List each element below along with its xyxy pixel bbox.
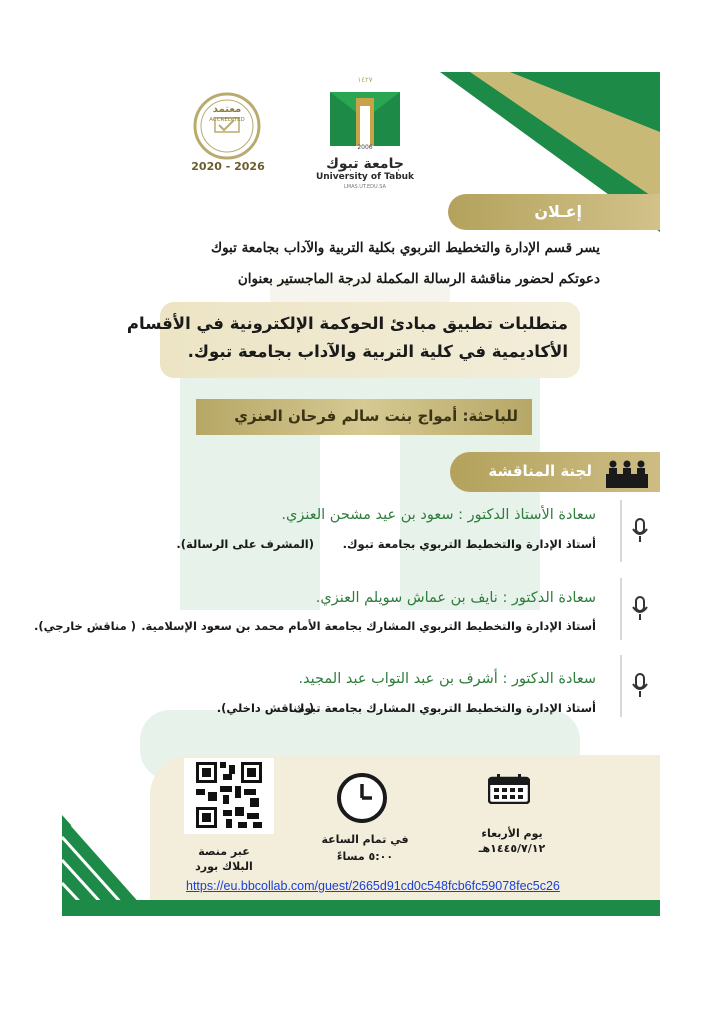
thesis-title-line-1: متطلبات تطبيق مبادئ الحوكمة الإلكترونية في الأقسام	[126, 314, 568, 333]
day-label: يوم الأربعاء	[481, 827, 543, 840]
member-3-mic-box	[620, 655, 662, 717]
member-3-name: سعادة الدكتور : أشرف بن عبد التواب عبد المجيد.	[298, 671, 596, 687]
member-1-mic-box	[620, 500, 662, 562]
accreditation-years: 2020 - 2026	[191, 160, 265, 173]
platform-line-1: عبر منصة	[198, 845, 250, 858]
member-2-role: ( مناقش خارجي).	[34, 619, 136, 633]
qr-code-icon	[196, 762, 262, 828]
researcher-banner	[196, 399, 532, 435]
microphone-icon	[630, 518, 650, 544]
committee-banner	[450, 452, 660, 492]
announcement-banner	[448, 194, 660, 230]
calendar-icon	[488, 774, 530, 804]
committee-icon	[606, 458, 648, 488]
member-2-name: سعادة الدكتور : نايف بن عماش سويلم العنزي.	[315, 590, 596, 606]
university-name-ar: جامعة تبوك	[326, 156, 404, 172]
accreditation-seal-icon	[193, 92, 261, 160]
time-label: في تمام الساعة	[321, 833, 409, 846]
accreditation-text-ar: معتمد	[212, 104, 242, 115]
date-value: ١٤٤٥/٧/١٢هـ	[478, 842, 546, 855]
accreditation-text-en: ACCREDITED	[209, 117, 245, 123]
member-1-role: (المشرف على الرسالة).	[176, 537, 314, 551]
university-year: 2006	[357, 144, 373, 151]
university-name-en: University of Tabuk	[315, 172, 415, 182]
member-3-role: ( مناقش داخلي).	[216, 701, 314, 715]
microphone-icon	[630, 673, 650, 699]
announcement-label: إعـلان	[534, 202, 582, 221]
member-3-description: أستاذ الإدارة والتخطيط التربوي المشارك بجامعة تبوك.	[289, 701, 596, 715]
intro-line-2: دعوتكم لحضور مناقشة الرسالة المكملة لدرجة الماجستير بعنوان	[237, 271, 600, 287]
clock-icon	[334, 770, 390, 826]
time-value: ٥:٠٠ مساءً	[336, 850, 394, 863]
microphone-icon	[630, 596, 650, 622]
intro-line-1: يسر قسم الإدارة والتخطيط التربوي بكلية التربية والآداب بجامعة تبوك	[210, 240, 600, 256]
university-url: LMAS.UT.EDU.SA	[344, 184, 386, 190]
member-1-name: سعادة الأستاذ الدكتور : سعود بن عيد مشحن العنزي.	[281, 507, 596, 523]
researcher-name: للباحثة: أمواج بنت سالم فرحان العنزي	[234, 407, 518, 425]
blackboard-link[interactable]: https://eu.bbcollab.com/guest/2665d91cd0c548fcb6fc59078fec5c26	[186, 879, 560, 893]
qr-code[interactable]	[184, 758, 274, 834]
member-2-description: أستاذ الإدارة والتخطيط التربوي المشارك بجامعة الأمام محمد بن سعود الإسلامية.	[141, 619, 596, 633]
thesis-title-box	[126, 302, 580, 378]
university-year-hijri: ١٤٢٧	[357, 76, 373, 84]
member-1-description: أستاذ الإدارة والتخطيط التربوي بجامعة تبوك.	[342, 537, 596, 551]
platform-line-2: البلاك بورد	[195, 860, 253, 873]
committee-label: لجنة المناقشة	[488, 462, 592, 480]
thesis-title-line-2: الأكاديمية في كلية التربية والآداب بجامعة تبوك.	[187, 342, 568, 361]
bottom-green-bar	[62, 900, 660, 916]
member-2-mic-box	[620, 578, 662, 640]
